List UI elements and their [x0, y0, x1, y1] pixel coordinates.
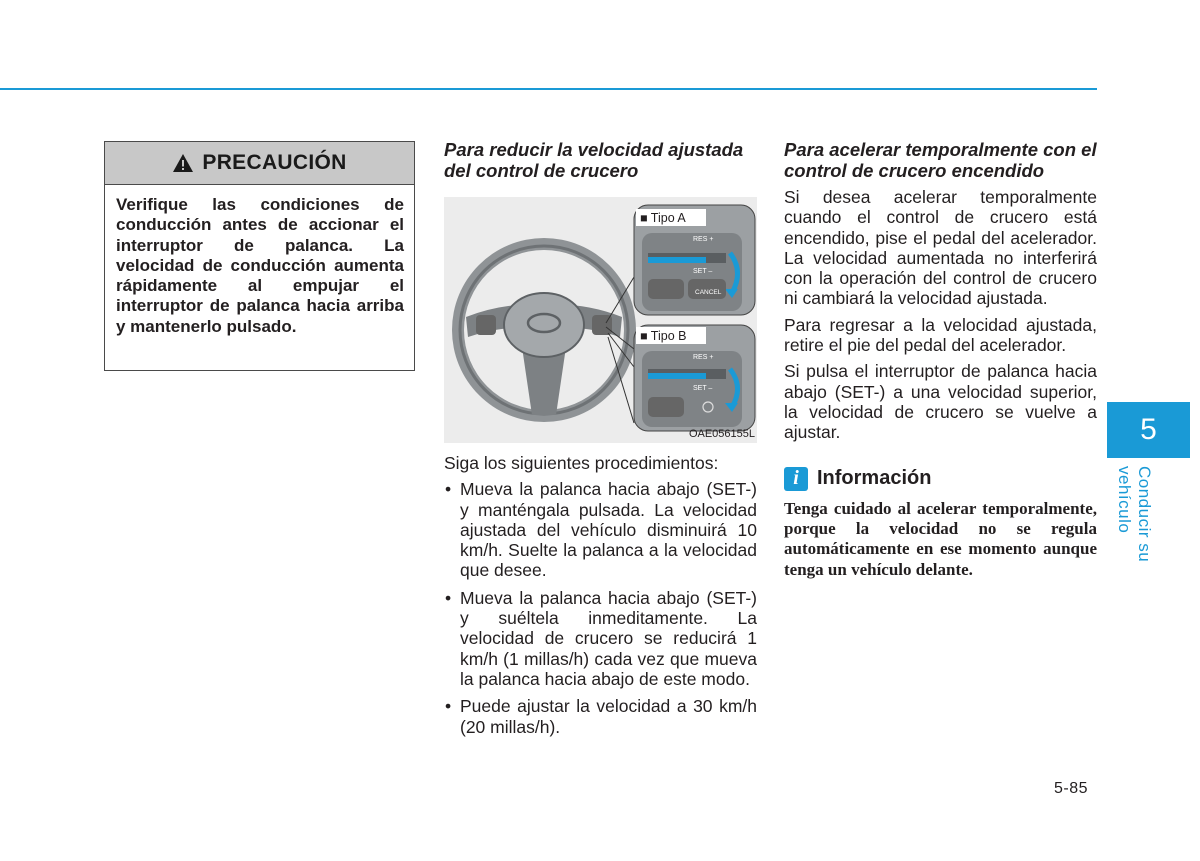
info-header	[784, 467, 1097, 491]
list-item: • Puede ajustar la velocidad a 30 km/h (20 millas/h).	[445, 696, 757, 737]
procedure-list	[444, 479, 757, 737]
warning-icon	[172, 153, 194, 173]
page-number: 5-85	[1054, 780, 1089, 797]
info-title: Información	[817, 467, 932, 490]
set-label-a: SET –	[693, 268, 713, 275]
list-item: • Mueva la palanca hacia abajo (SET-) y manténgala pulsada. La velocidad ajustada del vehículo disminuirá 10 km/h. Suelte la palanca a la velocidad que desee.	[445, 479, 757, 581]
reduce-speed-heading: Para reducir la velocidad ajustada del control de crucero	[444, 139, 744, 181]
info-icon: i	[784, 467, 808, 491]
chapter-number-tab: 5	[1107, 402, 1190, 458]
res-label-b: RES +	[693, 354, 714, 361]
chapter-label: Conducir su vehículo	[1115, 466, 1154, 563]
info-text: Tenga cuidado al acelerar temporalmente, porque la velocidad no se regula automáticamente en ese momento aunque tenga un vehículo delante.	[784, 498, 1097, 579]
cancel-label: CANCEL	[695, 289, 722, 296]
bullet-marker: •	[445, 696, 452, 717]
caution-header	[105, 142, 414, 185]
steering-wheel-illustration	[444, 197, 757, 443]
list-item: • Mueva la palanca hacia abajo (SET-) y suéltela inmeditamente. La velocidad de crucero se reducirá 1 km/h (1 millas/h) cada vez que mueva la palanca hacia abajo de este modo.	[445, 587, 757, 689]
caution-text: Verifique las condiciones de conducción antes de accionar el interruptor de palanca. La velocidad de conducción aumenta rápidamente al empujar el interruptor de palanca hacia arriba y mantenerlo pulsado.	[116, 195, 404, 336]
res-label-a: RES +	[693, 236, 714, 243]
caution-box	[104, 141, 415, 371]
procedure-intro: Siga los siguientes procedimientos:	[444, 453, 719, 473]
accelerate-paragraph-2: Para regresar a la velocidad ajustada, retire el pie del pedal del acelerador.	[784, 314, 1097, 356]
type-b-label: ■ Tipo B	[640, 329, 687, 343]
type-a-label: ■ Tipo A	[640, 211, 686, 225]
accelerate-heading: Para acelerar temporalmente con el control de crucero encendido	[784, 139, 1097, 181]
header-rule	[0, 88, 1097, 90]
accelerate-paragraph-3: Si pulsa el interruptor de palanca hacia abajo (SET-) a una velocidad superior, la velocidad de crucero se vuelve a ajustar.	[784, 361, 1097, 443]
set-label-b: SET –	[693, 385, 713, 392]
accelerate-paragraph-1: Si desea acelerar temporalmente cuando el control de crucero está encendido, pise el pedal del acelerador. La velocidad aumentada no interferirá con la operación del control de crucero ni cambiará la velocidad ajustada.	[784, 187, 1097, 309]
reduce-speed-section	[444, 139, 757, 744]
steering-wheel-figure	[444, 197, 757, 443]
figure-code: OAE056155L	[688, 428, 755, 440]
bullet-marker: •	[445, 479, 452, 500]
bullet-marker: •	[445, 587, 452, 608]
accelerate-section	[784, 139, 1097, 597]
caution-title: PRECAUCIÓN	[202, 151, 347, 174]
